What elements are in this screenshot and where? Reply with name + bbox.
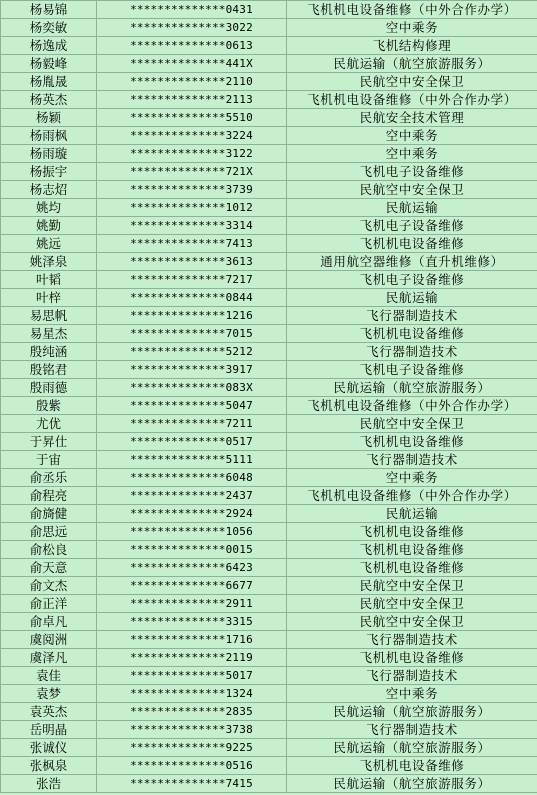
id-cell[interactable]: **************7015 bbox=[97, 325, 287, 343]
table-row bbox=[1, 271, 537, 289]
major-cell[interactable]: 飞行器制造技术 bbox=[287, 631, 537, 649]
major-cell[interactable]: 飞机机电设备维修 bbox=[287, 433, 537, 451]
major-cell[interactable]: 民航运输 bbox=[287, 289, 537, 307]
name-cell[interactable]: 袁梦 bbox=[1, 685, 97, 703]
table-row bbox=[1, 397, 537, 415]
name-cell[interactable]: 俞松良 bbox=[1, 541, 97, 559]
major-cell[interactable]: 空中乘务 bbox=[287, 145, 537, 163]
table-row bbox=[1, 37, 537, 55]
table-row bbox=[1, 181, 537, 199]
table-row bbox=[1, 379, 537, 397]
table-row bbox=[1, 703, 537, 721]
table-row bbox=[1, 433, 537, 451]
table-row bbox=[1, 307, 537, 325]
major-cell[interactable]: 飞行器制造技术 bbox=[287, 721, 537, 739]
table-row bbox=[1, 685, 537, 703]
major-cell[interactable]: 飞机电子设备维修 bbox=[287, 271, 537, 289]
id-cell[interactable]: **************5510 bbox=[97, 109, 287, 127]
name-cell[interactable]: 易思帆 bbox=[1, 307, 97, 325]
name-cell[interactable]: 杨英杰 bbox=[1, 91, 97, 109]
major-cell[interactable]: 飞行器制造技术 bbox=[287, 343, 537, 361]
id-cell[interactable]: **************5017 bbox=[97, 667, 287, 685]
major-cell[interactable]: 飞机机电设备维修（中外合作办学） bbox=[287, 487, 537, 505]
table-row bbox=[1, 667, 537, 685]
name-cell[interactable]: 于昇仕 bbox=[1, 433, 97, 451]
id-cell[interactable]: **************3122 bbox=[97, 145, 287, 163]
table-row bbox=[1, 469, 537, 487]
major-cell[interactable]: 飞行器制造技术 bbox=[287, 307, 537, 325]
major-cell[interactable]: 飞机电子设备维修 bbox=[287, 217, 537, 235]
name-cell[interactable]: 叶韬 bbox=[1, 271, 97, 289]
id-cell[interactable]: **************3738 bbox=[97, 721, 287, 739]
name-cell[interactable]: 杨毅峰 bbox=[1, 55, 97, 73]
id-cell[interactable]: **************1716 bbox=[97, 631, 287, 649]
major-cell[interactable]: 飞机机电设备维修（中外合作办学） bbox=[287, 1, 537, 19]
table-row bbox=[1, 19, 537, 37]
id-cell[interactable]: **************7211 bbox=[97, 415, 287, 433]
major-cell[interactable]: 空中乘务 bbox=[287, 127, 537, 145]
major-cell[interactable]: 空中乘务 bbox=[287, 19, 537, 37]
major-cell[interactable]: 民航空中安全保卫 bbox=[287, 415, 537, 433]
major-cell[interactable]: 民航运输 bbox=[287, 505, 537, 523]
id-cell[interactable]: **************6677 bbox=[97, 577, 287, 595]
name-cell[interactable]: 虞阅洲 bbox=[1, 631, 97, 649]
name-cell[interactable]: 杨振宇 bbox=[1, 163, 97, 181]
major-cell[interactable]: 民航空中安全保卫 bbox=[287, 73, 537, 91]
table-row bbox=[1, 739, 537, 757]
major-cell[interactable]: 民航空中安全保卫 bbox=[287, 577, 537, 595]
id-cell[interactable]: **************1324 bbox=[97, 685, 287, 703]
name-cell[interactable]: 姚均 bbox=[1, 199, 97, 217]
name-cell[interactable]: 殷铭君 bbox=[1, 361, 97, 379]
id-cell[interactable]: **************3917 bbox=[97, 361, 287, 379]
id-cell[interactable]: **************3022 bbox=[97, 19, 287, 37]
table-body bbox=[1, 1, 537, 793]
name-cell[interactable]: 张枫泉 bbox=[1, 757, 97, 775]
table-row bbox=[1, 595, 537, 613]
major-cell[interactable]: 民航空中安全保卫 bbox=[287, 613, 537, 631]
name-cell[interactable]: 俞旖健 bbox=[1, 505, 97, 523]
table-row bbox=[1, 163, 537, 181]
name-cell[interactable]: 姚勤 bbox=[1, 217, 97, 235]
id-cell[interactable]: **************0844 bbox=[97, 289, 287, 307]
name-cell[interactable]: 尤优 bbox=[1, 415, 97, 433]
id-cell[interactable]: **************3739 bbox=[97, 181, 287, 199]
name-cell[interactable]: 张诚仪 bbox=[1, 739, 97, 757]
table-row bbox=[1, 649, 537, 667]
table-row bbox=[1, 343, 537, 361]
major-cell[interactable]: 飞行器制造技术 bbox=[287, 667, 537, 685]
name-cell[interactable]: 姚远 bbox=[1, 235, 97, 253]
major-cell[interactable]: 飞机机电设备维修（中外合作办学） bbox=[287, 397, 537, 415]
table-row bbox=[1, 235, 537, 253]
name-cell[interactable]: 易星杰 bbox=[1, 325, 97, 343]
id-cell[interactable]: **************0613 bbox=[97, 37, 287, 55]
id-cell[interactable]: **************083X bbox=[97, 379, 287, 397]
major-cell[interactable]: 飞机机电设备维修 bbox=[287, 559, 537, 577]
major-cell[interactable]: 飞机机电设备维修 bbox=[287, 649, 537, 667]
table-row bbox=[1, 775, 537, 793]
name-cell[interactable]: 杨逸成 bbox=[1, 37, 97, 55]
name-cell[interactable]: 杨易锦 bbox=[1, 1, 97, 19]
id-cell[interactable]: **************2924 bbox=[97, 505, 287, 523]
id-cell[interactable]: **************6423 bbox=[97, 559, 287, 577]
major-cell[interactable]: 民航安全技术管理 bbox=[287, 109, 537, 127]
table-row bbox=[1, 325, 537, 343]
table-row bbox=[1, 109, 537, 127]
name-cell[interactable]: 杨胤晟 bbox=[1, 73, 97, 91]
id-cell[interactable]: **************3314 bbox=[97, 217, 287, 235]
id-cell[interactable]: **************2437 bbox=[97, 487, 287, 505]
id-cell[interactable]: **************2113 bbox=[97, 91, 287, 109]
name-cell[interactable]: 俞正洋 bbox=[1, 595, 97, 613]
name-cell[interactable]: 张浩 bbox=[1, 775, 97, 793]
id-cell[interactable]: **************9225 bbox=[97, 739, 287, 757]
name-cell[interactable]: 俞卓凡 bbox=[1, 613, 97, 631]
name-cell[interactable]: 俞文杰 bbox=[1, 577, 97, 595]
table-row bbox=[1, 541, 537, 559]
major-cell[interactable]: 飞机机电设备维修 bbox=[287, 235, 537, 253]
major-cell[interactable]: 通用航空器维修（直升机维修） bbox=[287, 253, 537, 271]
name-cell[interactable]: 俞程亮 bbox=[1, 487, 97, 505]
name-cell[interactable]: 殷雨德 bbox=[1, 379, 97, 397]
table-row bbox=[1, 487, 537, 505]
major-cell[interactable]: 空中乘务 bbox=[287, 685, 537, 703]
id-cell[interactable]: **************5111 bbox=[97, 451, 287, 469]
id-cell[interactable]: **************7415 bbox=[97, 775, 287, 793]
name-cell[interactable]: 叶梓 bbox=[1, 289, 97, 307]
major-cell[interactable]: 民航空中安全保卫 bbox=[287, 181, 537, 199]
major-cell[interactable]: 空中乘务 bbox=[287, 469, 537, 487]
table-row bbox=[1, 577, 537, 595]
id-cell[interactable]: **************721X bbox=[97, 163, 287, 181]
name-cell[interactable]: 殷纯涵 bbox=[1, 343, 97, 361]
id-cell[interactable]: **************2835 bbox=[97, 703, 287, 721]
id-cell[interactable]: **************0516 bbox=[97, 757, 287, 775]
major-cell[interactable]: 民航运输（航空旅游服务） bbox=[287, 703, 537, 721]
name-cell[interactable]: 杨颖 bbox=[1, 109, 97, 127]
name-cell[interactable]: 杨志炤 bbox=[1, 181, 97, 199]
name-cell[interactable]: 俞天意 bbox=[1, 559, 97, 577]
id-cell[interactable]: **************5212 bbox=[97, 343, 287, 361]
name-cell[interactable]: 俞思远 bbox=[1, 523, 97, 541]
name-cell[interactable]: 杨雨枫 bbox=[1, 127, 97, 145]
name-cell[interactable]: 俞丞乐 bbox=[1, 469, 97, 487]
id-cell[interactable]: **************3315 bbox=[97, 613, 287, 631]
id-cell[interactable]: **************441X bbox=[97, 55, 287, 73]
major-cell[interactable]: 民航运输（航空旅游服务） bbox=[287, 55, 537, 73]
id-cell[interactable]: **************2110 bbox=[97, 73, 287, 91]
major-cell[interactable]: 飞机电子设备维修 bbox=[287, 163, 537, 181]
major-cell[interactable]: 民航运输（航空旅游服务） bbox=[287, 775, 537, 793]
id-cell[interactable]: **************7217 bbox=[97, 271, 287, 289]
name-cell[interactable]: 袁佳 bbox=[1, 667, 97, 685]
table-row bbox=[1, 217, 537, 235]
id-cell[interactable]: **************0431 bbox=[97, 1, 287, 19]
id-cell[interactable]: **************5047 bbox=[97, 397, 287, 415]
table-row bbox=[1, 55, 537, 73]
name-cell[interactable]: 于宙 bbox=[1, 451, 97, 469]
id-cell[interactable]: **************7413 bbox=[97, 235, 287, 253]
major-cell[interactable]: 飞行器制造技术 bbox=[287, 451, 537, 469]
major-cell[interactable]: 飞机机电设备维修 bbox=[287, 325, 537, 343]
name-cell[interactable]: 虞泽凡 bbox=[1, 649, 97, 667]
major-cell[interactable]: 飞机电子设备维修 bbox=[287, 361, 537, 379]
table-row bbox=[1, 559, 537, 577]
major-cell[interactable]: 民航运输（航空旅游服务） bbox=[287, 379, 537, 397]
id-cell[interactable]: **************0015 bbox=[97, 541, 287, 559]
id-cell[interactable]: **************0517 bbox=[97, 433, 287, 451]
id-cell[interactable]: **************1216 bbox=[97, 307, 287, 325]
major-cell[interactable]: 民航运输 bbox=[287, 199, 537, 217]
name-cell[interactable]: 袁英杰 bbox=[1, 703, 97, 721]
table-row bbox=[1, 73, 537, 91]
major-cell[interactable]: 飞机机电设备维修 bbox=[287, 523, 537, 541]
major-cell[interactable]: 飞机结构修理 bbox=[287, 37, 537, 55]
name-cell[interactable]: 岳明晶 bbox=[1, 721, 97, 739]
id-cell[interactable]: **************2911 bbox=[97, 595, 287, 613]
table-row bbox=[1, 451, 537, 469]
major-cell[interactable]: 民航运输（航空旅游服务） bbox=[287, 739, 537, 757]
major-cell[interactable]: 飞机机电设备维修 bbox=[287, 541, 537, 559]
table-row bbox=[1, 415, 537, 433]
table-row bbox=[1, 253, 537, 271]
table-row bbox=[1, 505, 537, 523]
name-cell[interactable]: 杨雨璇 bbox=[1, 145, 97, 163]
table-row bbox=[1, 613, 537, 631]
id-cell[interactable]: **************1012 bbox=[97, 199, 287, 217]
table-row bbox=[1, 289, 537, 307]
major-cell[interactable]: 民航空中安全保卫 bbox=[287, 595, 537, 613]
table-row bbox=[1, 523, 537, 541]
table-row bbox=[1, 631, 537, 649]
id-cell[interactable]: **************6048 bbox=[97, 469, 287, 487]
name-cell[interactable]: 杨奕敏 bbox=[1, 19, 97, 37]
table-row bbox=[1, 721, 537, 739]
id-cell[interactable]: **************3224 bbox=[97, 127, 287, 145]
name-cell[interactable]: 殷紫 bbox=[1, 397, 97, 415]
id-cell[interactable]: **************2119 bbox=[97, 649, 287, 667]
major-cell[interactable]: 飞机机电设备维修 bbox=[287, 757, 537, 775]
major-cell[interactable]: 飞机机电设备维修（中外合作办学） bbox=[287, 91, 537, 109]
table-row bbox=[1, 199, 537, 217]
table-row bbox=[1, 1, 537, 19]
table-row bbox=[1, 757, 537, 775]
table-row bbox=[1, 145, 537, 163]
table-row bbox=[1, 361, 537, 379]
id-cell[interactable]: **************3613 bbox=[97, 253, 287, 271]
table-row bbox=[1, 91, 537, 109]
table-row bbox=[1, 127, 537, 145]
name-cell[interactable]: 姚泽泉 bbox=[1, 253, 97, 271]
id-cell[interactable]: **************1056 bbox=[97, 523, 287, 541]
